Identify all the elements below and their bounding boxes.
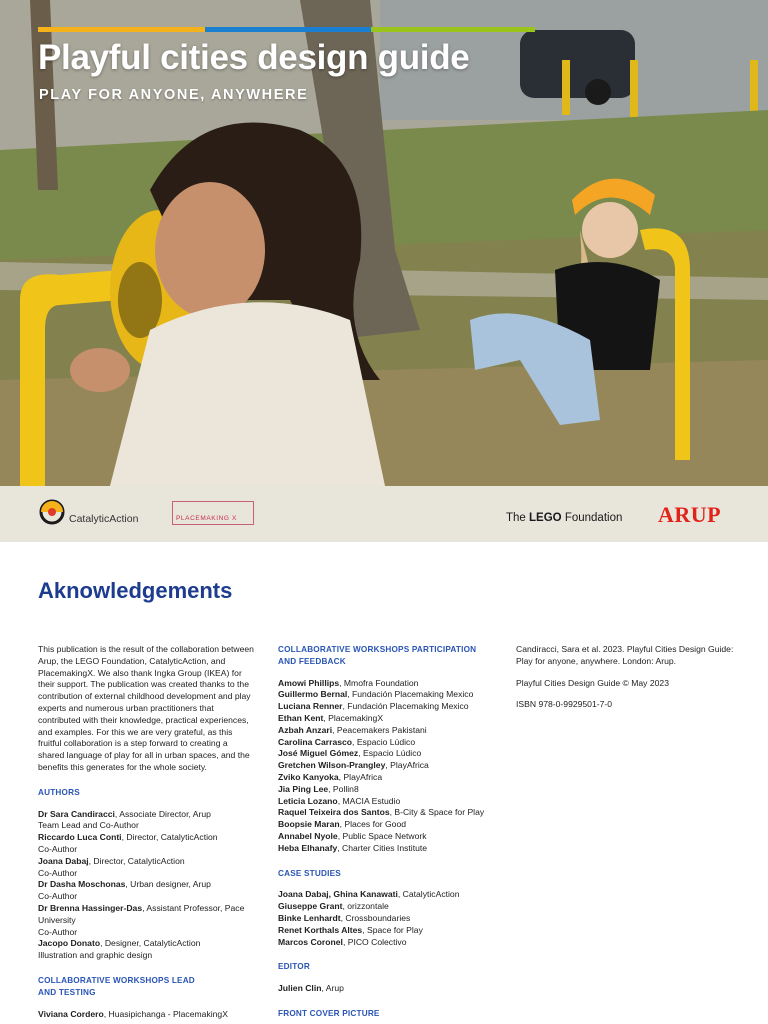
participant-org: , Mmofra Foundation xyxy=(339,677,419,688)
participant-name: Boopsie Maran xyxy=(278,819,340,830)
participant-entry xyxy=(278,819,498,831)
case-study-org: , orizzontale xyxy=(342,901,389,912)
author-role: , Assistant Professor, Pace University xyxy=(38,902,245,925)
participation-list xyxy=(278,678,498,855)
accent-stripe-yellow xyxy=(38,27,205,32)
participant-entry xyxy=(278,807,498,819)
catalyticaction-icon xyxy=(38,499,66,527)
placemakingx-logo xyxy=(172,501,254,525)
case-study-entry xyxy=(278,901,498,913)
participant-entry xyxy=(278,784,498,796)
placemakingx-name: PLACEMAKING X xyxy=(176,514,237,522)
case-study-org: , Space for Play xyxy=(362,924,423,935)
editor-title: EDITOR xyxy=(278,962,310,972)
case-studies-list xyxy=(278,889,498,948)
participant-entry xyxy=(278,843,498,855)
accent-stripe-green xyxy=(371,27,535,32)
lego-brand: LEGO xyxy=(529,512,562,524)
girl-sweater xyxy=(110,302,385,486)
workshops-lead-title-cont: AND TESTING xyxy=(38,987,96,997)
participant-entry xyxy=(278,796,498,808)
author-contribution: Illustration and graphic design xyxy=(38,950,153,961)
case-study-entry xyxy=(278,937,498,949)
author-name: Dr Dasha Moschonas xyxy=(38,879,126,890)
participant-name: Azbah Anzari xyxy=(278,724,333,735)
case-study-entry xyxy=(278,913,498,925)
participation-title: COLLABORATIVE WORKSHOPS PARTICIPATION xyxy=(278,645,477,654)
case-studies-title: CASE STUDIES xyxy=(278,868,341,878)
author-name: Jacopo Donato xyxy=(38,938,101,949)
participant-org: , MACIA Estudio xyxy=(337,795,401,806)
participation-title-cont: AND FEEDBACK xyxy=(278,656,346,666)
participant-entry xyxy=(278,737,498,749)
participant-name: Annabel Nyole xyxy=(278,830,338,841)
case-study-name: Binke Lenhardt xyxy=(278,912,341,923)
participant-name: Amowi Phillips xyxy=(278,677,340,688)
participant-entry xyxy=(278,748,498,760)
author-name: Dr Sara Candiracci xyxy=(38,808,115,819)
car-wheel xyxy=(585,79,611,105)
participant-org: , Peacemakers Pakistani xyxy=(332,724,427,735)
participant-name: Jia Ping Lee xyxy=(278,783,329,794)
lego-suffix: Foundation xyxy=(564,512,623,524)
case-study-org: , Crossboundaries xyxy=(340,912,411,923)
participant-entry xyxy=(278,760,498,772)
case-study-name: Marcos Coronel xyxy=(278,936,343,947)
authors-title: AUTHORS xyxy=(38,787,80,797)
column-left xyxy=(38,644,256,1020)
author-role: , Director, CatalyticAction xyxy=(121,832,218,843)
author-name: Dr Brenna Hassinger-Das xyxy=(38,902,143,913)
participant-org: , Espacio Lúdico xyxy=(358,748,422,759)
cover-title: Playful cities design guide xyxy=(38,38,470,77)
participant-entry xyxy=(278,831,498,843)
arup-logo: ARUP xyxy=(658,502,722,527)
participant-entry xyxy=(278,701,498,713)
case-study-name: Renet Korthals Altes xyxy=(278,924,363,935)
woman-face xyxy=(582,202,638,258)
author-contribution: Co-Author xyxy=(38,891,78,902)
participant-name: Guillermo Bernal xyxy=(278,689,348,700)
author-entry xyxy=(38,856,256,868)
acknowledgements-heading: Aknowledgements xyxy=(38,578,233,603)
participant-entry xyxy=(278,689,498,701)
parked-car xyxy=(520,30,635,98)
author-entry xyxy=(38,809,256,821)
participant-org: , PlayAfrica xyxy=(385,760,429,771)
case-study-org: , CatalyticAction xyxy=(397,889,460,900)
participant-org: , Charter Cities Institute xyxy=(337,842,428,853)
catalyticaction-name: CatalyticAction xyxy=(69,513,139,525)
girl-hand xyxy=(70,348,130,392)
girl-face xyxy=(155,182,265,318)
editor-org: , Arup xyxy=(321,983,344,994)
talk-tube-grill xyxy=(118,262,162,338)
column-right xyxy=(516,644,738,711)
participant-name: Raquel Teixeira dos Santos xyxy=(278,807,390,818)
bollard xyxy=(630,60,638,120)
participant-name: José Miguel Gómez xyxy=(278,748,359,759)
case-study-name: Giuseppe Grant xyxy=(278,901,343,912)
copyright-text: Playful Cities Design Guide © May 2023 xyxy=(516,677,669,688)
cover-subtitle: PLAY FOR ANYONE, ANYWHERE xyxy=(39,87,309,103)
participant-name: Carolina Carrasco xyxy=(278,736,353,747)
author-contribution: Co-Author xyxy=(38,926,78,937)
participant-name: Luciana Renner xyxy=(278,701,343,712)
participant-org: , PlayAfrica xyxy=(338,771,383,782)
author-role: , Urban designer, Arup xyxy=(125,879,211,890)
author-role: , Designer, CatalyticAction xyxy=(100,938,201,949)
author-entry xyxy=(38,879,256,891)
participant-entry xyxy=(278,678,498,690)
authors-list xyxy=(38,809,256,962)
author-entry xyxy=(38,938,256,950)
participant-entry xyxy=(278,713,498,725)
case-study-org: , PICO Colectivo xyxy=(342,936,407,947)
participant-name: Heba Elhanafy xyxy=(278,842,338,853)
participant-name: Leticia Lozano xyxy=(278,795,338,806)
accent-stripe-blue xyxy=(205,27,371,32)
workshops-lead-title: COLLABORATIVE WORKSHOPS LEAD xyxy=(38,975,195,985)
editor-entry xyxy=(278,983,498,995)
author-role: , Associate Director, Arup xyxy=(114,808,211,819)
participant-name: Ethan Kent xyxy=(278,712,324,723)
author-name: Riccardo Luca Conti xyxy=(38,832,122,843)
participant-org: , Espacio Lúdico xyxy=(352,736,416,747)
lego-prefix: The xyxy=(506,512,526,524)
participant-org: , Places for Good xyxy=(339,819,407,830)
participant-entry xyxy=(278,725,498,737)
lead-role: , Huasipichanga - PlacemakingX xyxy=(103,1008,228,1019)
author-role: , Director, CatalyticAction xyxy=(88,855,185,866)
participant-org: , Fundación Placemaking Mexico xyxy=(347,689,474,700)
placemakingx-box xyxy=(172,501,254,525)
cover-picture-title: FRONT COVER PICTURE xyxy=(278,1008,380,1018)
author-contribution: Team Lead and Co-Author xyxy=(38,820,139,831)
lead-name: Viviana Cordero xyxy=(38,1008,104,1019)
lego-foundation-logo xyxy=(506,512,622,524)
participant-name: Gretchen Wilson-Prangley xyxy=(278,760,386,771)
bollard xyxy=(562,60,570,115)
participant-name: Zviko Kanyoka xyxy=(278,771,339,782)
lead-entry xyxy=(38,1009,256,1021)
author-entry xyxy=(38,832,256,844)
case-study-entry xyxy=(278,925,498,937)
participant-org: , PlacemakingX xyxy=(323,712,384,723)
participant-org: , B-City & Space for Play xyxy=(389,807,485,818)
case-study-name: Joana Dabaj, Ghina Kanawati xyxy=(278,889,398,900)
isbn-text: ISBN 978-0-9929501-7-0 xyxy=(516,699,613,710)
catalyticaction-logo xyxy=(38,499,138,527)
editor-name: Julien Clin xyxy=(278,983,322,994)
author-contribution: Co-Author xyxy=(38,867,78,878)
author-name: Joana Dabaj xyxy=(38,855,89,866)
case-study-entry xyxy=(278,889,498,901)
column-middle xyxy=(278,644,498,1020)
author-contribution: Co-Author xyxy=(38,843,78,854)
participant-org: , Pollin8 xyxy=(328,783,359,794)
participant-entry xyxy=(278,772,498,784)
participant-org: , Public Space Network xyxy=(337,830,427,841)
citation-text: Candiracci, Sara et al. 2023. Playful Cities Design Guide: Play for anyone, anywhere. London: Arup. xyxy=(516,644,734,666)
participant-org: , Fundación Placemaking Mexico xyxy=(342,701,469,712)
author-entry xyxy=(38,903,256,927)
intro-paragraph: This publication is the result of the collaboration between Arup, the LEGO Foundation, CatalyticAction, and PlacemakingX. We also thank Ingka Group (IKEA) for their support. The publication was created thanks to the contribution of external childhood development and play experts and numerous urban practitioners that contributed with their knowledge, practical experiences, and examples. For this we are very grateful, as this fruitful collaboration is a step forward to creating a shared language of play for all in urban spaces, and the benefits this generates for the whole society. xyxy=(38,644,254,772)
